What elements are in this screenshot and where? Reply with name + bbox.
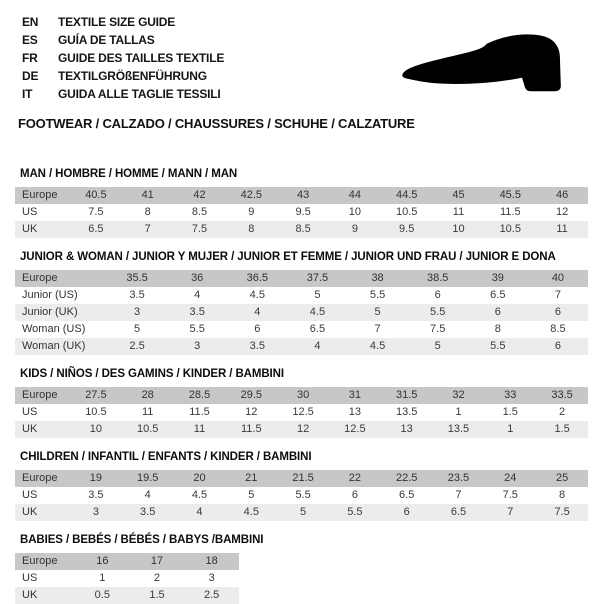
size-value-cell: 1.5 [554,423,570,435]
language-title: GUIDA ALLE TAGLIE TESSILI [58,87,221,101]
size-value-cell: 7 [374,323,381,335]
table-row [15,338,588,355]
size-value-cell: 18 [205,555,218,567]
size-value-cell: 8 [144,206,151,218]
row-label-cell: UK [22,423,38,435]
size-value-cell: 6.5 [490,289,506,301]
row-label-cell: Europe [22,472,58,484]
size-value-cell: 5 [314,289,321,301]
size-table [15,270,588,355]
size-value-cell: 8.5 [191,206,208,218]
table-title: BABIES / BEBÉS / BÉBÉS / BABYS /BAMBINI [20,534,264,546]
language-title: TEXTILGRÖßENFÜHRUNG [58,69,207,83]
size-value-cell: 31 [348,389,361,401]
size-value-cell: 5.5 [430,306,446,318]
size-value-cell: 6 [254,323,261,335]
size-value-cell: 8 [494,323,501,335]
row-label-cell: US [22,406,38,418]
language-code: IT [22,87,33,101]
size-value-cell: 0.5 [94,589,110,601]
size-value-cell: 36.5 [246,272,269,284]
size-value-cell: 37.5 [306,272,329,284]
size-table [15,553,239,604]
row-label-cell: UK [22,506,38,518]
size-value-cell: 11 [452,206,465,218]
row-label-cell: Woman (US) [22,323,86,335]
size-value-cell: 42 [193,189,206,201]
size-value-cell: 12 [296,423,310,435]
row-label-cell: Europe [22,189,58,201]
table-row [15,387,588,404]
size-value-cell: 8.5 [295,223,311,235]
size-value-cell: 13 [348,406,361,418]
size-value-cell: 22.5 [395,472,418,484]
table-row [15,470,588,487]
size-value-cell: 7.5 [88,206,104,218]
size-value-cell: 12 [245,406,258,418]
size-value-cell: 30 [296,389,310,401]
size-value-cell: 17 [150,555,164,567]
size-value-cell: 19.5 [136,472,159,484]
row-label-cell: US [22,489,38,501]
size-value-cell: 4 [196,506,203,518]
size-value-cell: 12.5 [344,423,366,435]
size-value-cell: 29.5 [240,389,262,401]
size-value-cell: 11.5 [189,406,210,418]
size-value-cell: 2.5 [204,589,220,601]
size-value-cell: 33 [504,389,517,401]
size-value-cell: 6 [554,306,561,318]
table-row [15,487,588,504]
size-value-cell: 11 [141,406,154,418]
table-row [15,204,588,221]
size-value-cell: 11.5 [240,423,262,435]
category-title: FOOTWEAR / CALZADO / CHAUSSURES / SCHUHE / CALZATURE [18,116,415,131]
row-label-cell: Woman (UK) [22,340,86,352]
size-value-cell: 2 [559,406,566,418]
size-value-cell: 3.5 [189,306,205,318]
size-value-cell: 11.5 [499,206,521,218]
row-label-cell: US [22,572,38,584]
size-table [15,187,588,238]
size-value-cell: 10 [452,223,465,235]
language-code: EN [22,15,39,29]
size-value-cell: 5.5 [189,323,205,335]
size-value-cell: 5.5 [369,289,386,301]
language-code: FR [22,51,38,65]
size-value-cell: 7.5 [502,489,518,501]
size-value-cell: 10 [89,423,103,435]
size-value-cell: 25 [555,472,569,484]
size-value-cell: 3.5 [140,506,156,518]
size-value-cell: 42.5 [240,189,262,201]
table-title: MAN / HOMBRE / HOMME / MANN / MAN [20,168,238,180]
size-value-cell: 13.5 [395,406,418,418]
size-value-cell: 7.5 [554,506,570,518]
size-value-cell: 23.5 [447,472,470,484]
size-value-cell: 1 [99,572,106,584]
table-row [15,221,588,238]
size-value-cell: 12 [555,206,569,218]
size-value-cell: 3.5 [88,489,104,501]
size-value-cell: 5 [134,323,141,335]
size-value-cell: 40.5 [85,189,107,201]
row-label-cell: UK [22,223,38,235]
size-value-cell: 4 [314,340,321,352]
size-value-cell: 38.5 [426,272,449,284]
table-title: CHILDREN / INFANTIL / ENFANTS / KINDER / BAMBINI [20,451,312,463]
size-value-cell: 3.5 [129,289,145,301]
language-title: GUÍA DE TALLAS [58,33,155,47]
size-value-cell: 2.5 [129,340,145,352]
table-title: JUNIOR & WOMAN / JUNIOR Y MUJER / JUNIOR ET FEMME / JUNIOR UND FRAU / JUNIOR E DONA [20,251,556,263]
size-value-cell: 1.5 [149,589,165,601]
row-label-cell: US [22,206,38,218]
size-value-cell: 7 [507,506,514,518]
size-table [15,470,588,521]
size-value-cell: 9.5 [295,206,311,218]
size-value-cell: 21.5 [292,472,314,484]
table-row [15,421,588,438]
language-code: ES [22,33,38,47]
size-value-cell: 9.5 [399,223,415,235]
size-value-cell: 40 [551,272,565,284]
table-row [15,187,588,204]
size-value-cell: 24 [504,472,517,484]
size-value-cell: 5 [248,489,255,501]
size-value-cell: 20 [193,472,206,484]
size-value-cell: 8 [559,489,566,501]
size-table-section [15,450,600,521]
row-label-cell: UK [22,589,38,601]
size-value-cell: 35.5 [126,272,148,284]
size-table-section [15,367,600,438]
size-tables [15,167,600,604]
size-value-cell: 7 [554,289,561,301]
size-value-cell: 45.5 [499,189,521,201]
table-row [15,587,239,604]
size-value-cell: 7 [455,489,462,501]
size-value-cell: 44 [348,189,361,201]
size-value-cell: 7.5 [191,223,208,235]
size-table-section [15,167,600,238]
language-title: GUIDE DES TAILLES TEXTILE [58,51,225,65]
size-value-cell: 4 [144,489,151,501]
size-value-cell: 28.5 [188,389,211,401]
size-table-section [15,533,600,604]
size-value-cell: 1 [507,423,514,435]
size-value-cell: 3.5 [249,340,265,352]
size-value-cell: 6 [434,289,441,301]
size-value-cell: 5 [434,340,441,352]
language-title: TEXTILE SIZE GUIDE [58,15,176,29]
dress-shoe-icon [396,30,576,98]
size-value-cell: 5 [374,306,381,318]
size-value-cell: 11 [193,423,206,435]
language-code: DE [22,69,39,83]
table-row [15,270,588,287]
size-value-cell: 6 [403,506,410,518]
table-row [15,504,588,521]
size-value-cell: 12.5 [292,406,314,418]
size-value-cell: 10.5 [395,206,418,218]
size-value-cell: 6 [554,340,561,352]
size-value-cell: 3 [208,572,215,584]
size-value-cell: 6.5 [450,506,467,518]
size-value-cell: 16 [96,555,109,567]
size-value-cell: 7.5 [430,323,446,335]
size-value-cell: 3 [134,306,141,318]
size-value-cell: 10 [348,206,361,218]
size-value-cell: 5.5 [490,340,506,352]
size-value-cell: 6.5 [309,323,326,335]
table-row [15,570,239,587]
row-label-cell: Europe [22,272,58,284]
size-value-cell: 1.5 [502,406,518,418]
size-value-cell: 11 [556,223,568,235]
row-label-cell: Europe [22,555,58,567]
size-value-cell: 5.5 [347,506,363,518]
size-value-cell: 46 [555,189,569,201]
size-value-cell: 31.5 [395,389,418,401]
size-value-cell: 39 [491,272,504,284]
table-row [15,404,588,421]
size-value-cell: 3 [194,340,201,352]
size-value-cell: 27.5 [85,389,107,401]
size-value-cell: 44.5 [395,189,418,201]
size-table-section [15,250,600,355]
size-value-cell: 1 [455,406,462,418]
size-value-cell: 4.5 [249,289,265,301]
size-value-cell: 45 [452,189,465,201]
size-value-cell: 4.5 [243,506,259,518]
size-value-cell: 3 [92,506,99,518]
row-label-cell: Junior (US) [22,289,78,301]
size-value-cell: 22 [348,472,361,484]
size-value-cell: 6.5 [88,223,104,235]
size-value-cell: 5.5 [295,489,311,501]
size-value-cell: 36 [191,272,204,284]
size-value-cell: 10.5 [499,223,521,235]
size-value-cell: 6 [351,489,358,501]
row-label-cell: Junior (UK) [22,306,78,318]
size-value-cell: 33.5 [551,389,573,401]
table-title: KIDS / NIÑOS / DES GAMINS / KINDER / BAMBINI [20,368,284,380]
size-value-cell: 8 [248,223,255,235]
size-value-cell: 19 [89,472,103,484]
size-table [15,387,588,438]
size-value-cell: 5 [300,506,307,518]
size-value-cell: 2 [153,572,161,584]
size-value-cell: 28 [141,389,154,401]
size-value-cell: 21 [245,472,258,484]
size-value-cell: 10.5 [85,406,107,418]
table-row [15,321,588,338]
language-row [22,13,600,31]
size-value-cell: 7 [144,223,151,235]
table-row [15,304,588,321]
size-value-cell: 4.5 [369,340,386,352]
size-value-cell: 6 [494,306,501,318]
size-value-cell: 41 [141,189,154,201]
size-value-cell: 4 [254,306,261,318]
table-row [15,287,588,304]
table-row [15,553,239,570]
size-value-cell: 9 [248,206,255,218]
size-value-cell: 13 [400,423,413,435]
size-value-cell: 4.5 [309,306,326,318]
size-value-cell: 32 [452,389,465,401]
size-value-cell: 43 [296,189,310,201]
row-label-cell: Europe [22,389,58,401]
size-value-cell: 6.5 [399,489,415,501]
size-value-cell: 10.5 [136,423,159,435]
size-value-cell: 38 [371,272,384,284]
size-value-cell: 9 [351,223,358,235]
size-value-cell: 8.5 [550,323,566,335]
size-value-cell: 13.5 [447,423,470,435]
size-value-cell: 4 [194,289,201,301]
size-value-cell: 4.5 [191,489,208,501]
